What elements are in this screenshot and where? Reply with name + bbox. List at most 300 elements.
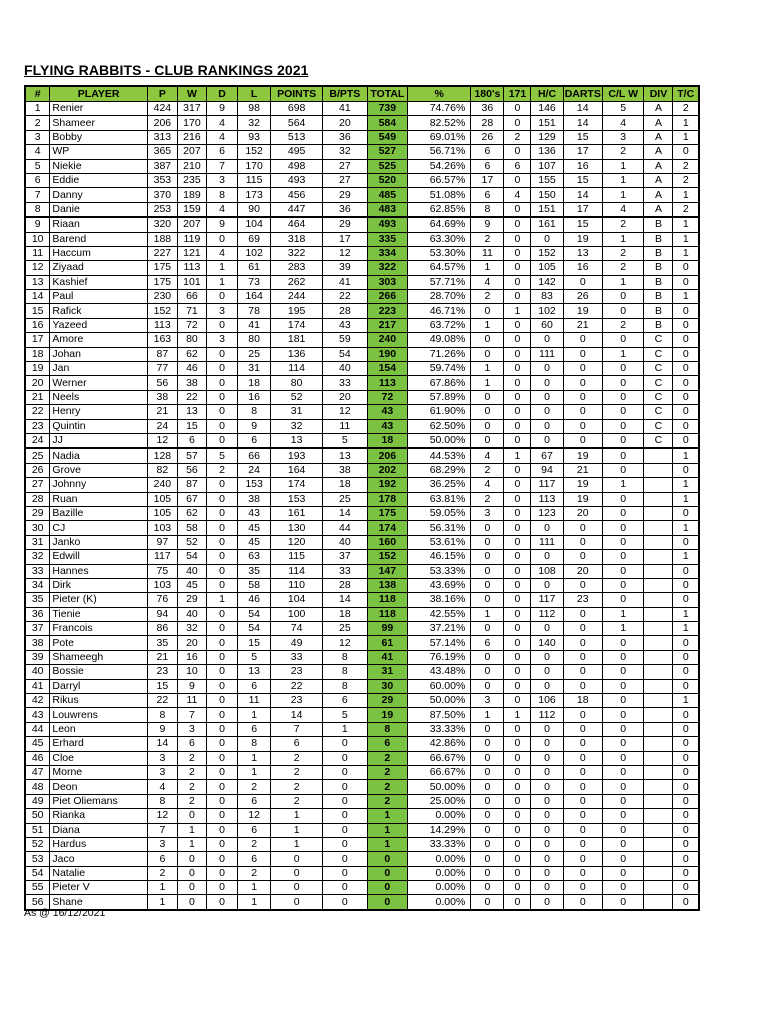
table-cell: 38 xyxy=(238,492,271,506)
table-cell: 0 xyxy=(673,578,699,592)
table-cell xyxy=(644,636,673,650)
table-cell: 493 xyxy=(367,217,407,232)
table-cell: 0 xyxy=(673,837,699,851)
table-cell: 77 xyxy=(147,362,177,376)
table-cell: Quintin xyxy=(50,419,147,433)
table-cell xyxy=(644,463,673,477)
table-row xyxy=(25,478,699,492)
table-row xyxy=(25,765,699,779)
table-cell: 0 xyxy=(531,376,563,390)
table-cell: Francois xyxy=(50,622,147,636)
table-cell: 0 xyxy=(471,751,504,765)
column-header: # xyxy=(25,86,50,102)
table-cell: 14 xyxy=(147,737,177,751)
table-cell: 0 xyxy=(602,433,643,448)
table-cell: 318 xyxy=(271,232,323,246)
table-cell: 0 xyxy=(471,837,504,851)
table-cell: 49 xyxy=(271,636,323,650)
table-cell: 51 xyxy=(25,823,50,837)
table-cell: 1 xyxy=(238,765,271,779)
table-cell: 35 xyxy=(238,564,271,578)
table-cell: 64.57% xyxy=(408,261,471,275)
table-cell xyxy=(644,737,673,751)
table-cell: 3 xyxy=(602,130,643,144)
table-cell: 38 xyxy=(25,636,50,650)
table-cell: Shane xyxy=(50,895,147,910)
table-cell: 0 xyxy=(471,521,504,535)
table-cell: 0 xyxy=(602,650,643,664)
table-cell: 0 xyxy=(206,376,237,390)
table-cell: 29 xyxy=(367,694,407,708)
table-cell: 0 xyxy=(206,578,237,592)
table-cell: 3 xyxy=(147,765,177,779)
table-cell: 45 xyxy=(177,578,206,592)
table-cell: 0.00% xyxy=(408,895,471,910)
table-cell: 1 xyxy=(271,823,323,837)
table-cell: 104 xyxy=(238,217,271,232)
table-cell: 2 xyxy=(206,463,237,477)
table-cell: 207 xyxy=(177,145,206,159)
table-cell: 36 xyxy=(323,202,368,217)
table-row xyxy=(25,376,699,390)
table-cell: 76.19% xyxy=(408,650,471,664)
table-cell: 0 xyxy=(206,665,237,679)
table-cell: 1 xyxy=(602,159,643,173)
table-cell: 31 xyxy=(367,665,407,679)
table-cell: 283 xyxy=(271,261,323,275)
table-cell: 0 xyxy=(367,852,407,866)
table-cell: 15 xyxy=(563,217,602,232)
table-cell: 5 xyxy=(323,433,368,448)
table-cell: 0 xyxy=(531,737,563,751)
table-cell: 0 xyxy=(504,232,531,246)
table-cell: 113 xyxy=(531,492,563,506)
table-cell: 42.86% xyxy=(408,737,471,751)
table-cell: 0 xyxy=(673,722,699,736)
table-cell: 0 xyxy=(504,521,531,535)
table-cell: 424 xyxy=(147,102,177,116)
table-cell: 0 xyxy=(206,492,237,506)
table-cell xyxy=(644,650,673,664)
table-cell: 2 xyxy=(673,102,699,116)
table-cell: Nadia xyxy=(50,448,147,463)
column-header: 180's xyxy=(471,86,504,102)
table-cell: 0 xyxy=(471,722,504,736)
table-cell: 38.16% xyxy=(408,593,471,607)
table-cell: 4 xyxy=(602,116,643,130)
table-cell: 87.50% xyxy=(408,708,471,722)
table-cell: 36.25% xyxy=(408,478,471,492)
table-cell: 3 xyxy=(206,333,237,347)
table-cell: 67 xyxy=(531,448,563,463)
table-cell: Johan xyxy=(50,347,147,361)
table-cell: C xyxy=(644,347,673,361)
table-cell: 66 xyxy=(177,290,206,304)
table-cell: 12 xyxy=(147,433,177,448)
table-row xyxy=(25,809,699,823)
table-cell: 2 xyxy=(367,794,407,808)
table-cell: 0 xyxy=(504,837,531,851)
table-cell: Cloe xyxy=(50,751,147,765)
table-cell: 0 xyxy=(271,852,323,866)
table-cell: 0 xyxy=(177,809,206,823)
table-cell: 313 xyxy=(147,130,177,144)
table-cell: 22 xyxy=(271,679,323,693)
table-cell: 46.15% xyxy=(408,550,471,564)
table-cell xyxy=(644,866,673,880)
table-cell: 3 xyxy=(147,837,177,851)
table-cell: 0 xyxy=(563,751,602,765)
table-cell: 22 xyxy=(177,390,206,404)
table-cell: Ziyaad xyxy=(50,261,147,275)
table-cell: 83 xyxy=(531,290,563,304)
table-cell: 69 xyxy=(238,232,271,246)
table-cell: 0 xyxy=(504,116,531,130)
table-cell: 0 xyxy=(531,809,563,823)
table-row xyxy=(25,622,699,636)
table-cell: 3 xyxy=(471,694,504,708)
table-cell: 161 xyxy=(531,217,563,232)
table-cell: 18 xyxy=(367,433,407,448)
table-cell: 0 xyxy=(563,823,602,837)
table-cell: 217 xyxy=(367,318,407,332)
table-cell: 223 xyxy=(367,304,407,318)
table-cell: 0 xyxy=(563,405,602,419)
table-cell: 0 xyxy=(206,290,237,304)
table-cell: 0 xyxy=(602,463,643,477)
table-cell: 1 xyxy=(367,837,407,851)
table-cell: 0 xyxy=(206,521,237,535)
table-cell: 19 xyxy=(563,232,602,246)
table-cell: 2 xyxy=(673,173,699,187)
table-cell: 8 xyxy=(147,708,177,722)
table-cell: 6 xyxy=(471,159,504,173)
table-cell xyxy=(644,492,673,506)
table-cell: Werner xyxy=(50,376,147,390)
table-cell: 102 xyxy=(238,246,271,260)
table-cell: 33.33% xyxy=(408,722,471,736)
table-cell: 0 xyxy=(531,895,563,910)
table-cell: 0 xyxy=(602,722,643,736)
table-cell: 151 xyxy=(531,116,563,130)
table-cell: 193 xyxy=(271,448,323,463)
table-cell: 63.81% xyxy=(408,492,471,506)
table-cell: 0 xyxy=(504,852,531,866)
table-cell: 38 xyxy=(147,390,177,404)
table-cell: 52 xyxy=(25,837,50,851)
table-cell: 0 xyxy=(504,881,531,895)
table-cell: 1 xyxy=(673,188,699,202)
table-cell: 33 xyxy=(25,564,50,578)
table-cell: 0 xyxy=(504,290,531,304)
table-cell xyxy=(644,794,673,808)
table-cell: 146 xyxy=(531,102,563,116)
table-cell: 0 xyxy=(602,405,643,419)
table-cell: 56.31% xyxy=(408,521,471,535)
table-cell: 22 xyxy=(25,405,50,419)
table-row xyxy=(25,492,699,506)
table-cell: 0 xyxy=(673,780,699,794)
table-cell: 6 xyxy=(238,852,271,866)
table-cell: 0 xyxy=(323,765,368,779)
table-cell: 0 xyxy=(673,737,699,751)
table-cell: 17 xyxy=(25,333,50,347)
table-cell: 50.00% xyxy=(408,694,471,708)
table-cell: 117 xyxy=(147,550,177,564)
table-cell: 69.01% xyxy=(408,130,471,144)
table-cell: 113 xyxy=(147,318,177,332)
table-cell: 0 xyxy=(206,362,237,376)
table-cell: 0 xyxy=(673,333,699,347)
table-cell: 207 xyxy=(177,217,206,232)
table-cell: 17 xyxy=(563,202,602,217)
table-cell: 20 xyxy=(563,506,602,520)
table-cell: 0 xyxy=(206,722,237,736)
table-row xyxy=(25,318,699,332)
table-cell: 0 xyxy=(602,895,643,910)
table-cell: 16 xyxy=(563,261,602,275)
table-cell: 0 xyxy=(673,593,699,607)
table-cell: 27 xyxy=(323,159,368,173)
table-cell: 29 xyxy=(25,506,50,520)
table-cell: 0 xyxy=(504,578,531,592)
table-cell: 0 xyxy=(673,881,699,895)
table-cell: 51.08% xyxy=(408,188,471,202)
table-cell: 0 xyxy=(206,837,237,851)
table-cell: 66.67% xyxy=(408,751,471,765)
column-header: L xyxy=(238,86,271,102)
table-cell: 64.69% xyxy=(408,217,471,232)
table-cell: 0 xyxy=(673,362,699,376)
table-cell: 15 xyxy=(238,636,271,650)
table-cell: Jaco xyxy=(50,852,147,866)
table-cell: 0 xyxy=(673,347,699,361)
table-cell: 63.30% xyxy=(408,232,471,246)
table-cell: 0 xyxy=(673,145,699,159)
table-cell: A xyxy=(644,145,673,159)
table-cell: 175 xyxy=(147,275,177,289)
table-cell: 1 xyxy=(471,261,504,275)
table-cell: 13 xyxy=(271,433,323,448)
table-cell: 6 xyxy=(177,433,206,448)
table-cell: 240 xyxy=(367,333,407,347)
table-cell: 0 xyxy=(323,852,368,866)
table-cell: 1 xyxy=(206,261,237,275)
table-cell: 1 xyxy=(471,318,504,332)
table-cell: 41 xyxy=(323,102,368,116)
table-cell: 29 xyxy=(177,593,206,607)
table-cell xyxy=(644,751,673,765)
table-cell: 43 xyxy=(238,506,271,520)
table-cell: 365 xyxy=(147,145,177,159)
table-cell: 0 xyxy=(673,261,699,275)
table-cell: 3 xyxy=(206,173,237,187)
table-cell: 1 xyxy=(471,376,504,390)
table-cell: 227 xyxy=(147,246,177,260)
table-cell: 0 xyxy=(206,636,237,650)
table-cell: 0 xyxy=(563,333,602,347)
table-cell: 45 xyxy=(238,535,271,549)
table-cell: 0 xyxy=(673,708,699,722)
table-cell: 53.61% xyxy=(408,535,471,549)
table-cell: 5 xyxy=(323,708,368,722)
table-cell: 12 xyxy=(25,261,50,275)
table-row xyxy=(25,188,699,202)
table-cell: Neels xyxy=(50,390,147,404)
table-cell: 493 xyxy=(271,173,323,187)
table-cell: 370 xyxy=(147,188,177,202)
table-cell: C xyxy=(644,390,673,404)
table-cell: 0 xyxy=(471,347,504,361)
table-row xyxy=(25,116,699,130)
table-cell: Ruan xyxy=(50,492,147,506)
table-cell: 117 xyxy=(531,478,563,492)
table-cell: 317 xyxy=(177,102,206,116)
table-cell: 68.29% xyxy=(408,463,471,477)
table-cell: 2 xyxy=(602,145,643,159)
table-cell: 20 xyxy=(323,390,368,404)
table-cell: 464 xyxy=(271,217,323,232)
table-cell: C xyxy=(644,405,673,419)
table-cell: 7 xyxy=(147,823,177,837)
table-cell: 74 xyxy=(271,622,323,636)
table-cell: 0 xyxy=(563,362,602,376)
table-cell: 0 xyxy=(471,809,504,823)
table-cell: 41 xyxy=(323,275,368,289)
table-cell: 0 xyxy=(504,895,531,910)
table-cell: 17 xyxy=(563,145,602,159)
table-cell: 27 xyxy=(25,478,50,492)
table-cell: 0 xyxy=(504,751,531,765)
table-cell: 140 xyxy=(531,636,563,650)
table-cell: 0 xyxy=(206,550,237,564)
table-cell: 1 xyxy=(602,173,643,187)
table-cell: 0 xyxy=(563,390,602,404)
table-cell: 0 xyxy=(206,607,237,621)
table-cell: 121 xyxy=(177,246,206,260)
table-cell: 0 xyxy=(323,780,368,794)
table-cell: 4 xyxy=(471,478,504,492)
table-cell: A xyxy=(644,130,673,144)
table-cell: 2 xyxy=(271,751,323,765)
table-cell: 0 xyxy=(504,376,531,390)
table-cell: Tienie xyxy=(50,607,147,621)
table-cell: 27 xyxy=(323,173,368,187)
table-cell: 114 xyxy=(271,564,323,578)
table-cell: 38 xyxy=(323,463,368,477)
table-cell: 0 xyxy=(471,665,504,679)
table-cell: 0 xyxy=(206,564,237,578)
table-cell: 24 xyxy=(25,433,50,448)
table-cell: 152 xyxy=(147,304,177,318)
table-cell: 0 xyxy=(602,390,643,404)
table-cell: 14.29% xyxy=(408,823,471,837)
table-cell: 0 xyxy=(206,650,237,664)
table-cell: 12 xyxy=(323,405,368,419)
table-cell: 0 xyxy=(504,809,531,823)
table-cell: 28 xyxy=(471,116,504,130)
table-cell: 60 xyxy=(531,318,563,332)
table-cell: 175 xyxy=(147,261,177,275)
table-cell: 0 xyxy=(563,419,602,433)
table-cell: 0 xyxy=(206,506,237,520)
table-cell: 1 xyxy=(25,102,50,116)
table-cell: 2 xyxy=(238,780,271,794)
table-row xyxy=(25,145,699,159)
table-cell: 19 xyxy=(563,304,602,318)
table-cell: 0 xyxy=(563,809,602,823)
table-cell: 0 xyxy=(206,318,237,332)
table-cell: 2 xyxy=(673,159,699,173)
table-cell: 71 xyxy=(177,304,206,318)
table-cell: 33 xyxy=(323,564,368,578)
table-cell xyxy=(644,780,673,794)
table-cell: 0 xyxy=(471,578,504,592)
table-cell: 86 xyxy=(147,622,177,636)
table-cell: 485 xyxy=(367,188,407,202)
table-cell: 43 xyxy=(367,419,407,433)
table-cell: 21 xyxy=(563,463,602,477)
table-cell: 13 xyxy=(177,405,206,419)
table-cell: 40 xyxy=(323,362,368,376)
table-cell: 6 xyxy=(238,722,271,736)
table-cell xyxy=(644,809,673,823)
table-cell: 0 xyxy=(504,362,531,376)
table-row xyxy=(25,347,699,361)
table-cell: 173 xyxy=(238,188,271,202)
table-cell: 45 xyxy=(25,737,50,751)
table-row xyxy=(25,405,699,419)
table-cell: 1 xyxy=(323,722,368,736)
table-cell: 62.85% xyxy=(408,202,471,217)
table-cell: 0 xyxy=(504,433,531,448)
table-row xyxy=(25,217,699,232)
table-cell: 24 xyxy=(238,463,271,477)
table-cell: 0 xyxy=(504,665,531,679)
table-cell: Bobby xyxy=(50,130,147,144)
table-cell: 1 xyxy=(147,881,177,895)
table-cell: B xyxy=(644,246,673,260)
table-cell: 63 xyxy=(238,550,271,564)
table-cell: 0 xyxy=(504,202,531,217)
table-cell: 56 xyxy=(25,895,50,910)
table-cell: 0 xyxy=(504,102,531,116)
table-cell: 40 xyxy=(25,665,50,679)
table-cell: 0 xyxy=(531,866,563,880)
table-cell: 32 xyxy=(271,419,323,433)
table-cell: 21 xyxy=(563,318,602,332)
table-cell: 0 xyxy=(504,607,531,621)
table-cell: 1 xyxy=(602,347,643,361)
table-cell: 0 xyxy=(531,852,563,866)
table-cell: 335 xyxy=(367,232,407,246)
table-cell: 175 xyxy=(367,506,407,520)
table-cell: 0 xyxy=(471,433,504,448)
table-cell: 37 xyxy=(25,622,50,636)
table-cell: 147 xyxy=(367,564,407,578)
table-cell: 2 xyxy=(271,794,323,808)
table-cell: 9 xyxy=(147,722,177,736)
table-cell: 22 xyxy=(323,290,368,304)
table-cell: 0 xyxy=(563,837,602,851)
table-cell: 2 xyxy=(602,318,643,332)
table-cell: 150 xyxy=(531,188,563,202)
table-cell: 17 xyxy=(323,232,368,246)
table-cell: 0 xyxy=(504,535,531,549)
table-cell: 0 xyxy=(177,852,206,866)
table-cell: 0 xyxy=(271,866,323,880)
table-cell: 160 xyxy=(367,535,407,549)
